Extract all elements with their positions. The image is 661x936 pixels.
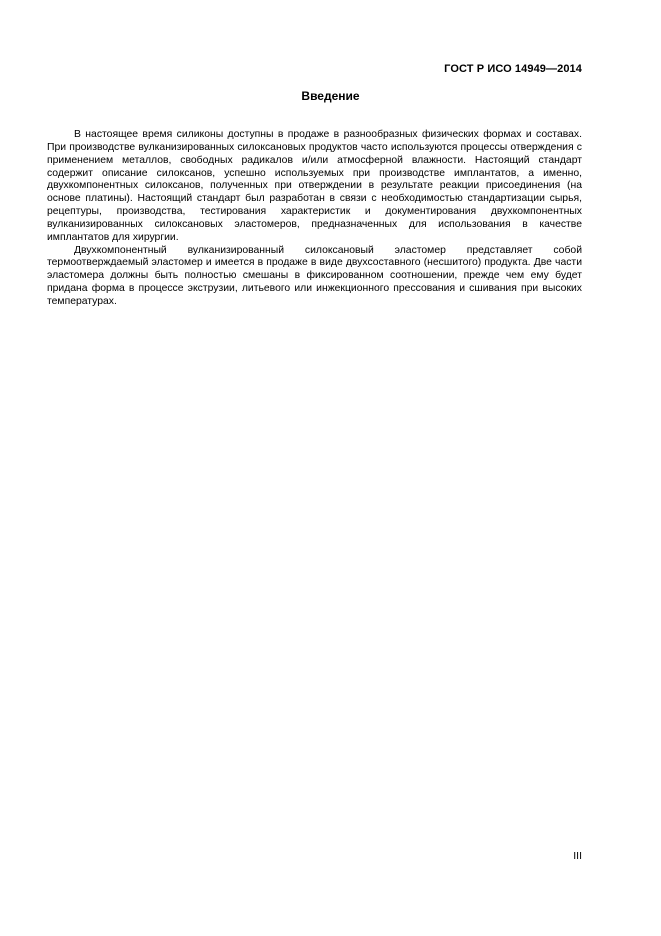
page-number: III <box>573 850 582 862</box>
document-id-header: ГОСТ Р ИСО 14949—2014 <box>444 63 582 75</box>
section-title: Введение <box>301 89 360 103</box>
paragraph: Двухкомпонентный вулканизированный силоксановый эластомер представляет собой термоотверждаемый эластомер и имеется в продаже в виде двухсоставного (несшитого) продукта. Две части эластомера должны быть полностью смешаны в фиксированном соотношении, прежде чем ему будет придана форма в процессе экструзии, литьевого или инжекционного прессования и сшивания при высоких температурах. <box>47 244 582 307</box>
paragraph: В настоящее время силиконы доступны в продаже в разнообразных физических формах и составах. При производстве вулканизированных силоксановых продуктов часто используются процессы отверждения с применением металлов, свободных радикалов и/или атмосферной влажности. Настоящий стандарт содержит описание силоксанов, успешно используемых при производстве имплантатов, а именно, двухкомпонентных силоксанов, полученных при отверждении в результате реакции присоединения (на основе платины). Настоящий стандарт был разработан в связи с необходимостью стандартизации сырья, рецептуры, производства, тестирования характеристик и документирования двухкомпонентных вулканизированных силоксановых эластомеров, предназначенных для использования в качестве имплантатов для хирургии. <box>47 129 582 243</box>
body-text <box>47 129 582 309</box>
